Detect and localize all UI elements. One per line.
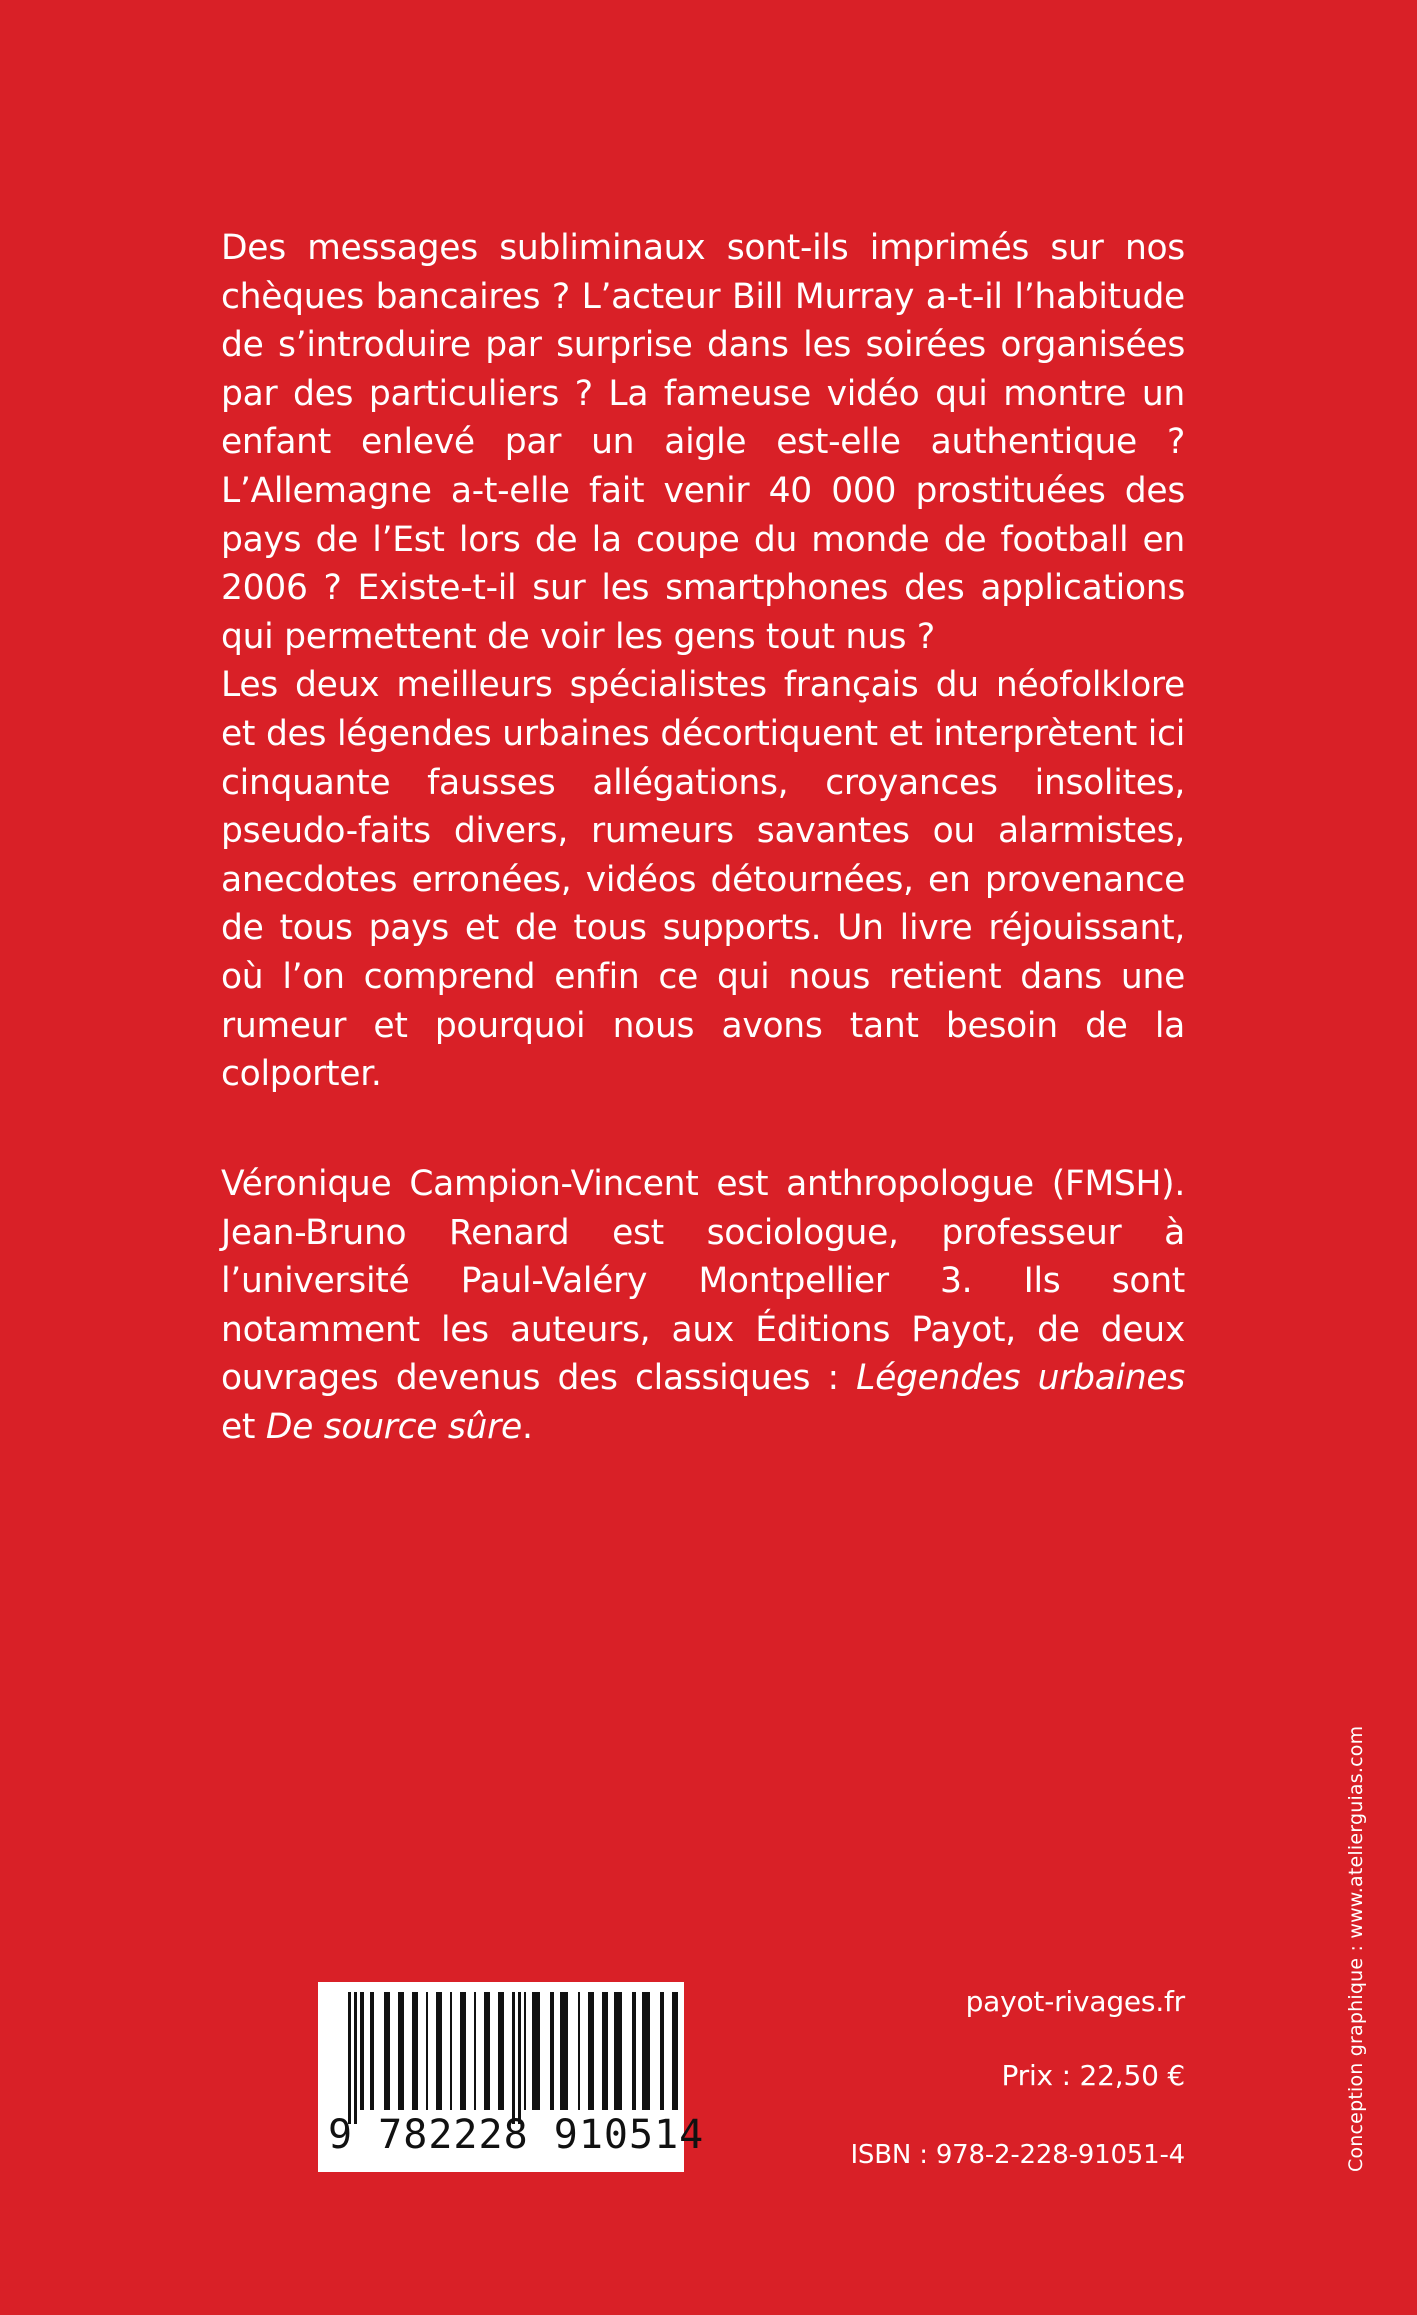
barcode-bar <box>384 1992 390 2110</box>
barcode-bar <box>512 1992 515 2124</box>
barcode-bar <box>426 1992 428 2110</box>
barcode-bar <box>614 1992 622 2110</box>
author-bio-conjunction: et <box>221 1406 266 1447</box>
price: Prix : 22,50 € <box>1001 2059 1185 2092</box>
barcode-bar <box>460 1992 466 2110</box>
barcode-bar <box>578 1992 580 2110</box>
barcode-bar <box>672 1992 678 2110</box>
barcode-bar <box>474 1992 476 2110</box>
barcode-bar <box>498 1992 504 2110</box>
barcode-bar <box>436 1992 442 2110</box>
barcode-bar <box>642 1992 650 2110</box>
barcode-bar <box>398 1992 404 2110</box>
design-credit: Conception graphique : www.atelierguias.com <box>1345 1725 1367 2172</box>
barcode-bar <box>532 1992 540 2110</box>
barcode <box>318 1982 705 2172</box>
barcode-bar <box>560 1992 568 2110</box>
blurb-paragraph-2: Les deux meilleurs spécialistes français du néofolklore et des légendes urbaines décortiquent et interprètent ici cinquante fausses allégations, croyances insolites, pseudo-faits divers, rumeurs savantes ou alarmistes, anecdotes erronées, vidéos détournées, en provenance de tous pays et de tous supports. Un livre réjouissant, où l’on comprend enfin ce qui nous retient dans une rumeur et pourquoi nous avons tant besoin de la colporter. <box>221 665 1185 1095</box>
barcode-bar <box>450 1992 452 2110</box>
barcode-bar <box>370 1992 374 2110</box>
blurb <box>221 224 1185 1099</box>
barcode-bar <box>484 1992 490 2110</box>
barcode-bar <box>518 1992 521 2124</box>
isbn: ISBN : 978-2-228-91051-4 <box>850 2140 1185 2170</box>
author-bio-text: Véronique Campion-Vincent est anthropologue (FMSH). Jean-Bruno Renard est sociologue, professeur à l’université Paul-Valéry Montpellier 3. Ils sont notamment les auteurs, aux Éditions Payot, de deux ouvrages devenus des classiques : <box>221 1164 1185 1399</box>
barcode-bar <box>348 1992 351 2124</box>
barcode-bar <box>524 1992 526 2110</box>
barcode-bar <box>588 1992 594 2110</box>
barcode-bar <box>360 1992 364 2110</box>
barcode-bar <box>354 1992 357 2124</box>
barcode-bar <box>660 1992 664 2110</box>
barcode-bar <box>550 1992 554 2110</box>
book-title-legendes-urbaines: Légendes urbaines <box>856 1358 1185 1399</box>
blurb-paragraph-1: Des messages subliminaux sont-ils imprimés sur nos chèques bancaires ? L’acteur Bill Murray a-t-il l’habitude de s’introduire par surprise dans les soirées organisées par des particuliers ? La fameuse vidéo qui montre un enfant enlevé par un aigle est-elle authentique ? L’Allemagne a-t-elle fait venir 40 000 prostituées des pays de l’Est lors de la coupe du monde de football en 2006 ? Existe-t-il sur les smartphones des applications qui permettent de voir les gens tout nus ? <box>221 228 1185 657</box>
barcode-bar <box>412 1992 418 2110</box>
barcode-bar <box>602 1992 608 2110</box>
book-title-de-source-sure: De source sûre <box>265 1406 522 1447</box>
author-bio-end: . <box>521 1406 533 1447</box>
publisher-website: payot-rivages.fr <box>965 1985 1185 2018</box>
author-bio <box>221 1160 1185 1452</box>
barcode-bar <box>632 1992 636 2110</box>
barcode-digits: 9 782228 910514 <box>328 2112 705 2158</box>
